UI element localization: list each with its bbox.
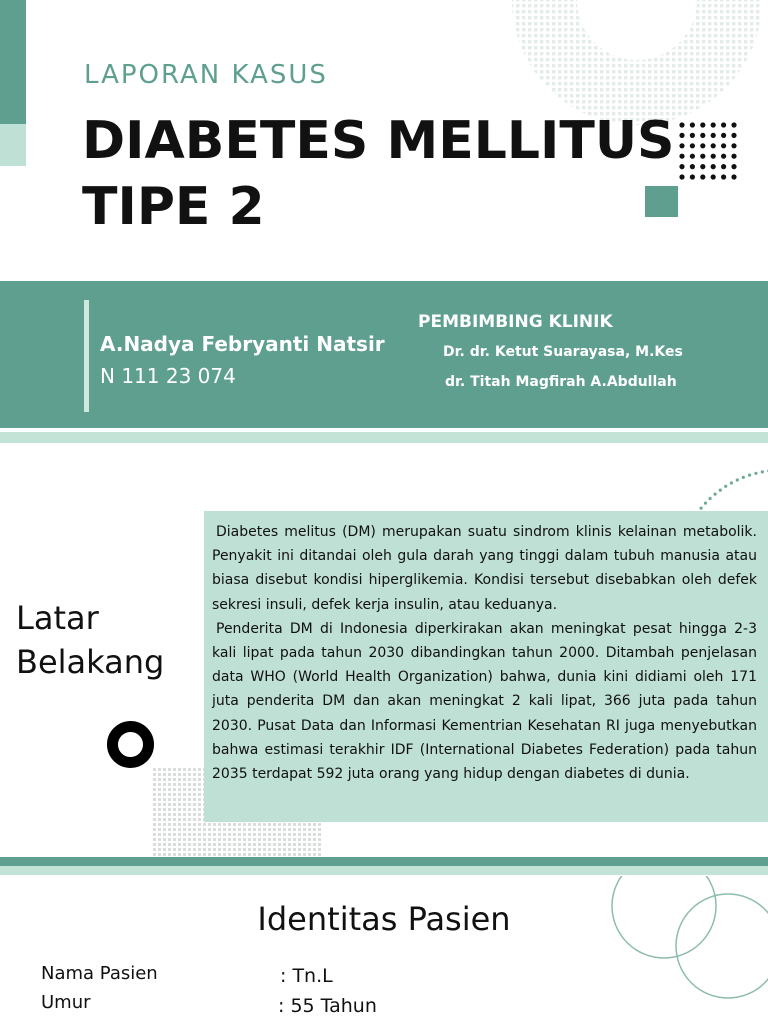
decorative-bar-dark <box>0 0 26 124</box>
section-title <box>16 596 164 684</box>
author-id: N 111 23 074 <box>100 364 236 388</box>
circle-outline-decoration <box>600 876 768 1024</box>
value-age: : 55 Tahun <box>278 995 377 1017</box>
paragraph-1: Diabetes melitus (DM) merupakan suatu sindrom klinis kelainan metabolik. Penyakit ini ditandai oleh gula darah yang tinggi dalam tubuh manusia atau biasa disebut kondisi hiperglikemia. Kondisi tersebut disebabkan oleh defek sekresi insuli, defek kerja insulin, atau keduanya. <box>212 524 757 613</box>
section-title-line2: Belakang <box>16 643 165 681</box>
supervisor-2: dr. Titah Magfirah A.Abdullah <box>445 374 677 390</box>
band-underline <box>0 432 768 443</box>
slide-divider-light <box>0 866 768 875</box>
report-subtitle: LAPORAN KASUS <box>84 60 328 90</box>
supervisor-heading: PEMBIMBING KLINIK <box>418 312 613 332</box>
main-title <box>82 108 682 240</box>
main-title-line2: TIPE 2 <box>82 177 265 237</box>
slide-divider-dark <box>0 857 768 866</box>
label-patient-name: Nama Pasien <box>41 963 158 984</box>
author-accent-bar <box>84 300 89 412</box>
value-patient-name: : Tn.L <box>280 965 333 987</box>
label-age: Umur <box>41 992 91 1013</box>
main-title-line1: DIABETES MELLITUS <box>82 111 675 171</box>
dot-grid-decoration <box>677 120 739 182</box>
ring-icon <box>106 720 155 769</box>
section-title-line1: Latar <box>16 599 99 637</box>
paragraph-2: Penderita DM di Indonesia diperkirakan akan meningkat pesat hingga 2-3 kali lipat pada tahun 2030 dibandingkan tahun 2000. Ditambah penjelasan data WHO (World Health Organization) bahwa, dunia kini didiami oleh 171 juta penderita DM dan akan meningkat 2 kali lipat, 366 juta pada tahun 2030. Pusat Data dan Informasi Kementrian Kesehatan RI juga menyebutkan bahwa estimasi terakhir IDF (International Diabetes Federation) pada tahun 2035 terdapat 592 juta orang yang hidup dengan diabetes di dunia. <box>212 620 757 783</box>
decorative-bar-light <box>0 124 26 166</box>
background-text <box>212 520 757 786</box>
identity-title: Identitas Pasien <box>257 900 511 938</box>
supervisor-1: Dr. dr. Ketut Suarayasa, M.Kes <box>443 344 683 360</box>
author-name: A.Nadya Febryanti Natsir <box>100 332 385 356</box>
